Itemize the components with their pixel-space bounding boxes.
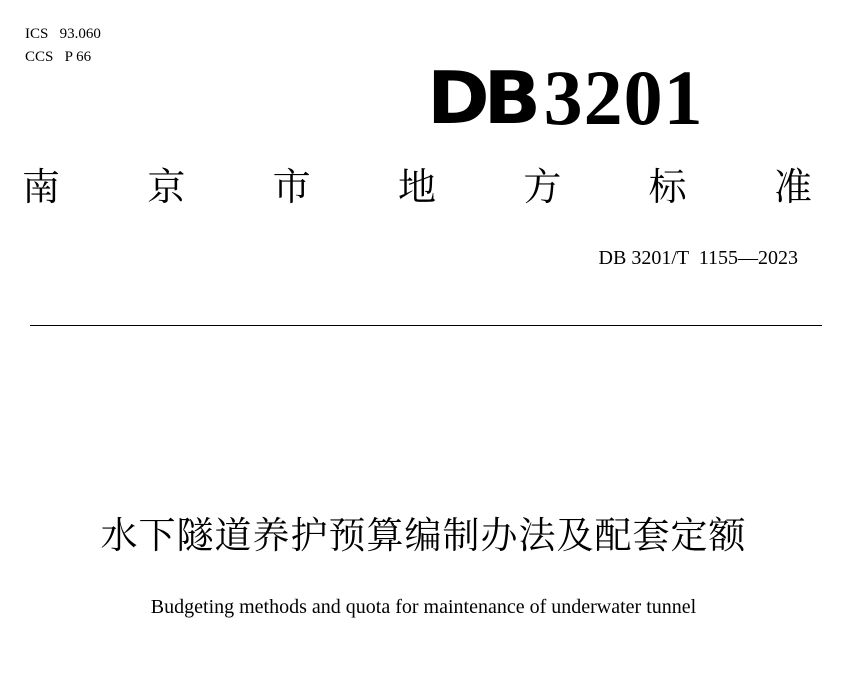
db-logo-letters: DB <box>427 56 535 140</box>
standard-type-char: 市 <box>272 165 311 209</box>
standard-type-char: 南 <box>22 165 61 209</box>
db-logo-number: 3201 <box>543 54 704 141</box>
header-divider <box>30 325 822 326</box>
standard-type-char: 标 <box>648 165 687 209</box>
standard-type-char: 准 <box>773 165 812 209</box>
ccs-code: CCS P 66 <box>25 49 92 65</box>
standard-type-heading <box>22 162 812 212</box>
document-title-chinese: 水下隧道养护预算编制办法及配套定额 <box>100 514 747 557</box>
document-title-english: Budgeting methods and quota for maintenance of underwater tunnel <box>150 596 697 618</box>
standard-type-char: 京 <box>147 165 186 209</box>
standard-number: DB 3201/T 1155—2023 <box>598 247 798 269</box>
ics-code: ICS 93.060 <box>25 26 101 42</box>
db-logo <box>427 54 704 141</box>
standard-type-char: 地 <box>397 165 436 209</box>
standard-type-char: 方 <box>523 165 562 209</box>
